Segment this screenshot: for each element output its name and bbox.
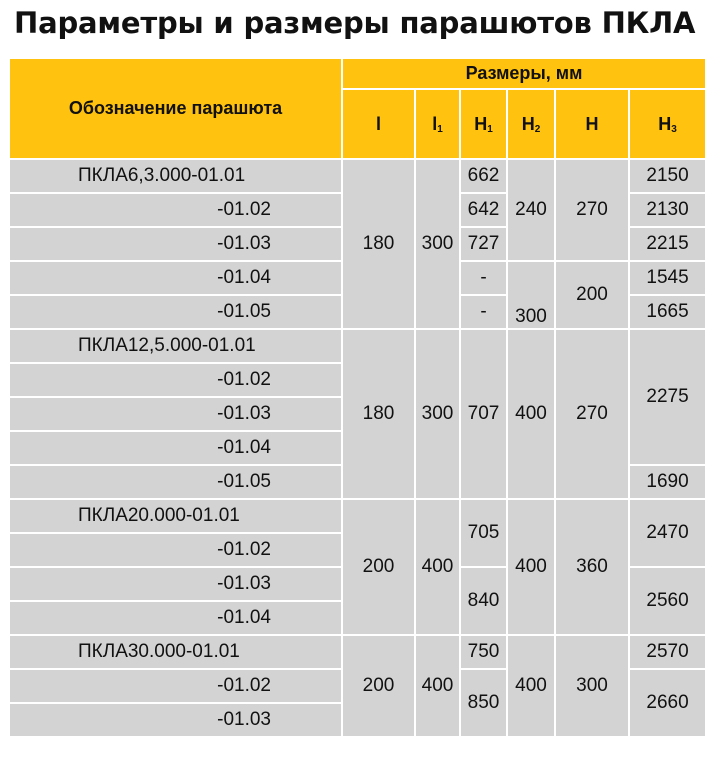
designation-cell: ПКЛА12,5.000-01.01 (9, 329, 342, 363)
header-col-l: l (342, 89, 415, 159)
cell-h1: 840 (460, 567, 507, 635)
designation-cell: -01.02 (9, 363, 342, 397)
cell-l1: 400 (415, 635, 460, 737)
designation-cell: -01.03 (9, 567, 342, 601)
designation-cell: -01.02 (9, 669, 342, 703)
cell-h3: 2470 (629, 499, 706, 567)
header-col-h: H (555, 89, 629, 159)
cell-h1: 642 (460, 193, 507, 227)
cell-h: 300 (555, 635, 629, 737)
designation-cell: -01.05 (9, 295, 342, 329)
header-designation: Обозначение парашюта (9, 58, 342, 159)
cell-h: 200 (555, 261, 629, 329)
cell-l: 200 (342, 499, 415, 635)
cell-h1: 750 (460, 635, 507, 669)
designation-cell: -01.04 (9, 261, 342, 295)
cell-h1: - (460, 261, 507, 295)
cell-l: 180 (342, 329, 415, 499)
cell-h1: 705 (460, 499, 507, 567)
cell-h3: 1545 (629, 261, 706, 295)
designation-cell: -01.05 (9, 465, 342, 499)
cell-l: 180 (342, 159, 415, 329)
designation-cell: ПКЛА20.000-01.01 (9, 499, 342, 533)
header-col-h1: $H_1$ (460, 89, 507, 159)
cell-h2: 240 (507, 159, 555, 261)
cell-h2: 300 (507, 261, 555, 329)
cell-h3: 2130 (629, 193, 706, 227)
cell-h3: 2660 (629, 669, 706, 737)
cell-h2: 400 (507, 635, 555, 737)
cell-h1: 727 (460, 227, 507, 261)
designation-cell: -01.03 (9, 227, 342, 261)
cell-h1: 662 (460, 159, 507, 193)
table-row (9, 499, 706, 533)
cell-l1: 400 (415, 499, 460, 635)
table-row (9, 635, 706, 669)
header-col-l1: $l_1$ (415, 89, 460, 159)
designation-cell: -01.03 (9, 397, 342, 431)
designation-cell: -01.02 (9, 193, 342, 227)
designation-cell: -01.04 (9, 601, 342, 635)
designation-cell: ПКЛА6,3.000-01.01 (9, 159, 342, 193)
cell-h: 270 (555, 329, 629, 499)
parameters-table (8, 57, 707, 738)
designation-cell: ПКЛА30.000-01.01 (9, 635, 342, 669)
cell-h: 270 (555, 159, 629, 261)
page-title: Параметры и размеры парашютов ПКЛА (14, 6, 696, 40)
table-row (9, 329, 706, 363)
cell-l1: 300 (415, 329, 460, 499)
cell-h3: 1690 (629, 465, 706, 499)
cell-h3: 2150 (629, 159, 706, 193)
cell-h2: 400 (507, 499, 555, 635)
designation-cell: -01.02 (9, 533, 342, 567)
table-row (9, 159, 706, 193)
cell-h3: 2275 (629, 329, 706, 465)
cell-h3: 1665 (629, 295, 706, 329)
cell-h1: 707 (460, 329, 507, 499)
cell-h1: 850 (460, 669, 507, 737)
cell-h3: 2215 (629, 227, 706, 261)
designation-cell: -01.04 (9, 431, 342, 465)
cell-l: 200 (342, 635, 415, 737)
cell-l1: 300 (415, 159, 460, 329)
cell-h: 360 (555, 499, 629, 635)
header-sizes: Размеры, мм (342, 58, 706, 89)
header-col-h2: $H_2$ (507, 89, 555, 159)
designation-cell: -01.03 (9, 703, 342, 737)
cell-h1: - (460, 295, 507, 329)
cell-h3: 2570 (629, 635, 706, 669)
header-col-h3: $H_3$ (629, 89, 706, 159)
cell-h2: 400 (507, 329, 555, 499)
cell-h3: 2560 (629, 567, 706, 635)
